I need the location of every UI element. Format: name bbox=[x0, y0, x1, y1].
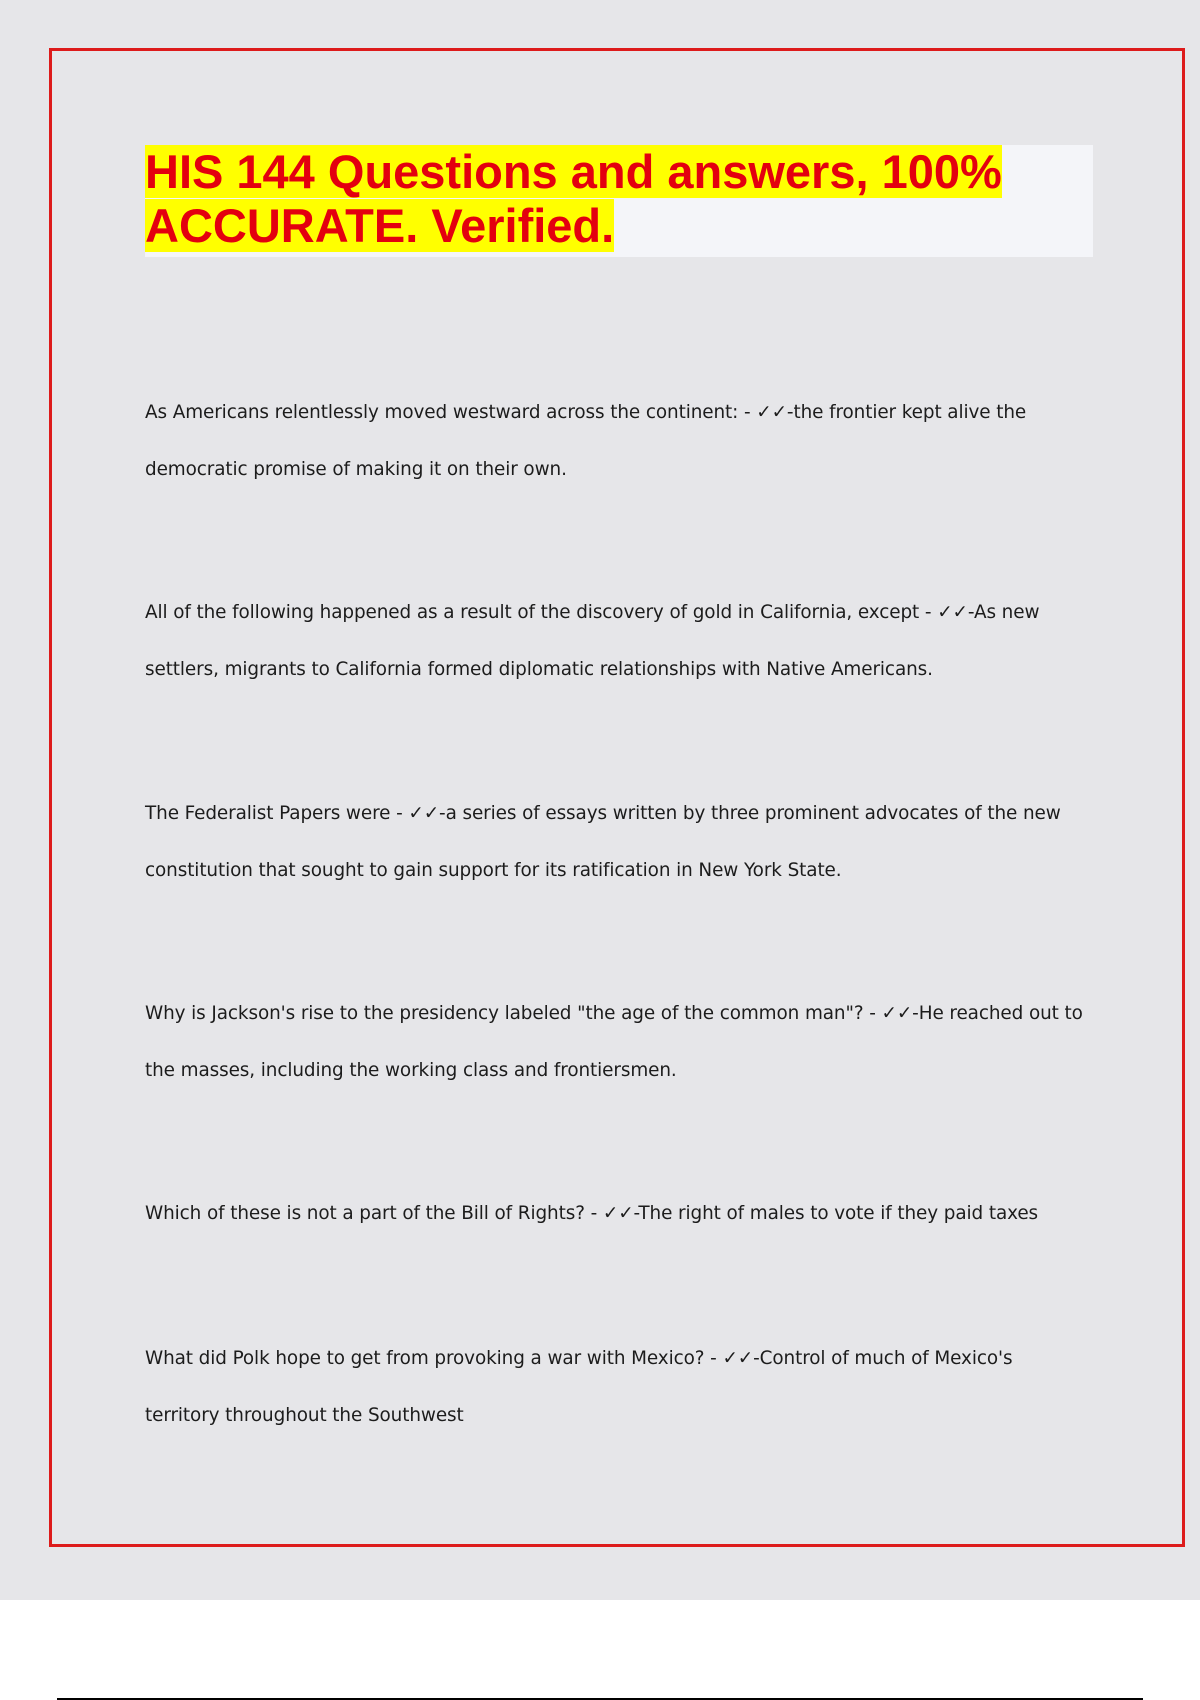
qa-answer: the frontier kept alive the democratic promise of making it on their own. bbox=[145, 402, 1027, 480]
qa-item: What did Polk hope to get from provoking a war with Mexico? - ✓✓-Control of much of Mexico's territory throughout the Southwest bbox=[145, 1348, 1013, 1426]
double-check-icon: ✓✓ bbox=[722, 1348, 754, 1369]
qa-answer: He reached out to the masses, including the working class and frontiersmen. bbox=[145, 1003, 1083, 1081]
qa-item: All of the following happened as a result of the discovery of gold in California, except - ✓✓-As new settlers, migrants to California formed diplomatic relationships with Native Americans. bbox=[145, 602, 1040, 680]
qa-item: Which of these is not a part of the Bill of Rights? - ✓✓-The right of males to vote if they paid taxes bbox=[145, 1203, 1039, 1224]
qa-item: As Americans relentlessly moved westward across the continent: - ✓✓-the frontier kept alive the democratic promise of making it on their own. bbox=[145, 402, 1027, 480]
qa-item: Why is Jackson's rise to the presidency labeled "the age of the common man"? - ✓✓-He reached out to the masses, including the working class and frontiersmen. bbox=[145, 1003, 1083, 1081]
qa-answer: The right of males to vote if they paid taxes bbox=[638, 1203, 1039, 1224]
title-block bbox=[145, 145, 1093, 257]
qa-answer: Control of much of Mexico's territory throughout the Southwest bbox=[145, 1348, 1013, 1426]
qa-question: Why is Jackson's rise to the presidency labeled "the age of the common man"? bbox=[145, 1003, 864, 1024]
qa-question: As Americans relentlessly moved westward across the continent: bbox=[145, 402, 739, 423]
qa-question: Which of these is not a part of the Bill of Rights? bbox=[145, 1203, 585, 1224]
document-title bbox=[145, 145, 1093, 253]
double-check-icon: ✓✓ bbox=[756, 402, 787, 423]
qa-answer: a series of essays written by three prominent advocates of the new constitution that sought to gain support for its ratification in New York State. bbox=[145, 803, 1061, 881]
qa-answer: As new settlers, migrants to California formed diplomatic relationships with Native Americans. bbox=[145, 602, 1040, 680]
qa-question: What did Polk hope to get from provoking a war with Mexico? bbox=[145, 1348, 705, 1369]
double-check-icon: ✓✓ bbox=[881, 1003, 913, 1024]
double-check-icon: ✓✓ bbox=[602, 1203, 634, 1224]
double-check-icon: ✓✓ bbox=[408, 803, 440, 824]
qa-question: The Federalist Papers were bbox=[145, 803, 391, 824]
qa-question: All of the following happened as a result of the discovery of gold in California, except bbox=[145, 602, 920, 623]
double-check-icon: ✓✓ bbox=[937, 602, 968, 623]
title-highlight: HIS 144 Questions and answers, 100% ACCURATE. Verified. bbox=[145, 145, 1002, 252]
qa-item: The Federalist Papers were - ✓✓-a series of essays written by three prominent advocates of the new constitution that sought to gain support for its ratification in New York State. bbox=[145, 803, 1061, 881]
